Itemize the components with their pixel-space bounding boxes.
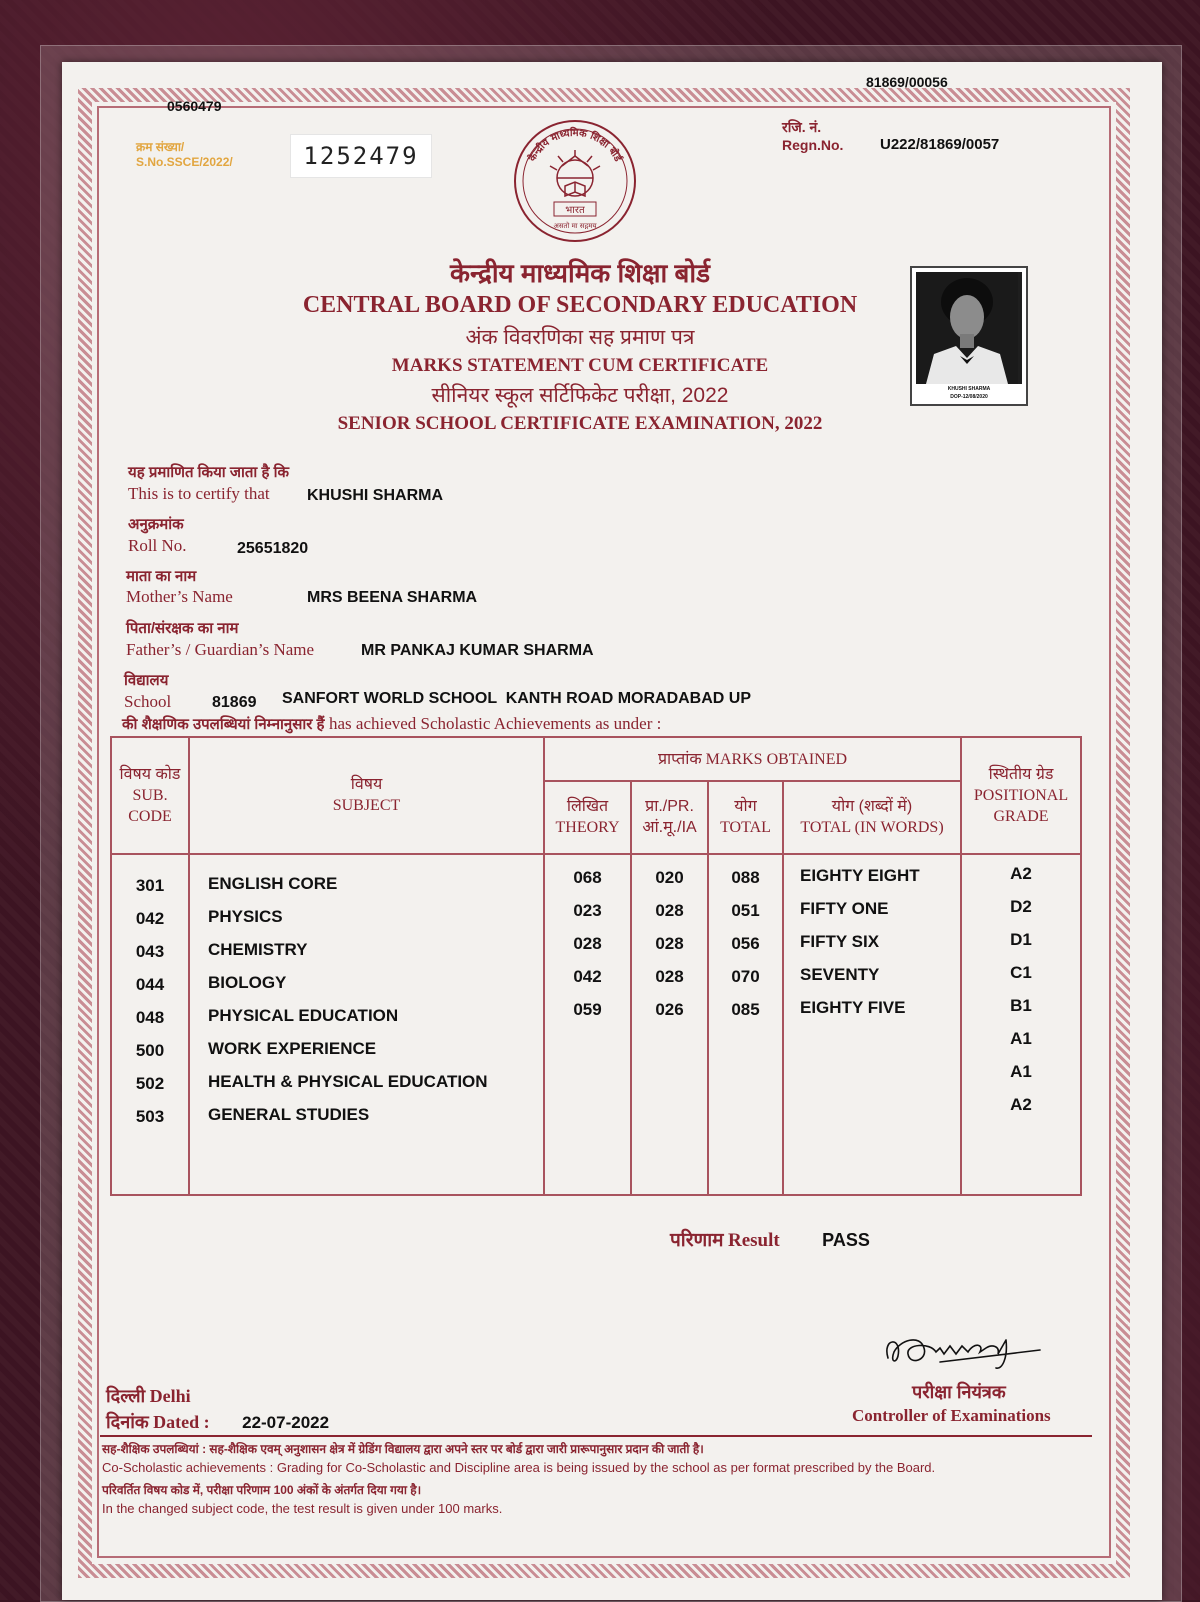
grade-cell: A2 bbox=[1010, 863, 1032, 883]
header-subject-hi: विषय bbox=[350, 776, 383, 794]
subject-cell: ENGLISH CORE bbox=[208, 873, 338, 893]
pr-cell: 028 bbox=[655, 933, 684, 953]
title-block bbox=[260, 254, 900, 435]
marks-table bbox=[110, 736, 1082, 1196]
code-cell: 502 bbox=[135, 1073, 165, 1093]
grade-cell: A1 bbox=[1010, 1061, 1032, 1081]
roll-label-hi: अनुक्रमांक bbox=[128, 516, 184, 533]
note2-hi: परिवर्तित विषय कोड में, परीक्षा परिणाम 100 अंकों के अंतर्गत दिया गया है। bbox=[102, 1483, 422, 1497]
result-line bbox=[670, 1226, 870, 1252]
grade-cell: A2 bbox=[1010, 1094, 1032, 1114]
pr-cell: 028 bbox=[655, 900, 684, 920]
school-label-en: School bbox=[124, 692, 172, 711]
seal-text-top: केन्द्रीय माध्यमिक शिक्षा बोर्ड bbox=[527, 127, 623, 164]
dated-line bbox=[106, 1410, 329, 1434]
code-cell: 048 bbox=[135, 1007, 165, 1027]
achieved-label-en: has achieved Scholastic Achievements as under : bbox=[328, 714, 662, 733]
student-name: KHUSHI SHARMA bbox=[307, 487, 443, 504]
header-marks-text bbox=[545, 749, 960, 770]
father-label-hi: पिता/संरक्षक का नाम bbox=[126, 620, 239, 637]
school-name: SANFORT WORLD SCHOOL KANTH ROAD MORADABAD UP bbox=[282, 690, 752, 707]
header-pr bbox=[631, 781, 708, 853]
photo-caption-name: KHUSHI SHARMA bbox=[947, 386, 991, 392]
col-subject bbox=[189, 854, 544, 1196]
code-cell: 043 bbox=[135, 941, 165, 961]
theory-cell: 042 bbox=[573, 966, 602, 986]
school-label-hi: विद्यालय bbox=[124, 672, 169, 689]
header-theory-en: THEORY bbox=[555, 819, 620, 837]
result-label-en: Result bbox=[727, 1230, 780, 1251]
school-code: 81869 bbox=[212, 694, 257, 711]
roll-label-en: Roll No. bbox=[128, 536, 187, 555]
mother-label-hi: माता का नाम bbox=[126, 568, 197, 585]
header-total-en: TOTAL bbox=[720, 819, 771, 837]
pr-cell: 020 bbox=[655, 867, 684, 887]
theory-cell: 023 bbox=[573, 900, 602, 920]
place-en: Delhi bbox=[149, 1386, 191, 1406]
header-code-en1: SUB. bbox=[132, 786, 168, 804]
seal-icon bbox=[510, 116, 640, 246]
col-grade bbox=[961, 854, 1081, 1196]
regn-label bbox=[782, 118, 843, 154]
exam-hi: सीनियर स्कूल सर्टिफिकेट परीक्षा, 2022 bbox=[431, 384, 729, 407]
seal-text-motto: असतो मा सद्गमय bbox=[553, 222, 597, 230]
serial-label-hi: क्रम संख्या/ bbox=[136, 140, 185, 154]
controller-hi: परीक्षा नियंत्रक bbox=[912, 1382, 1006, 1402]
cbse-seal-logo bbox=[510, 116, 640, 251]
header-theory-hi: लिखित bbox=[566, 798, 609, 816]
total-cell: 085 bbox=[731, 999, 760, 1019]
date-value: 22-07-2022 bbox=[242, 1413, 330, 1432]
pr-cell: 026 bbox=[655, 999, 684, 1019]
header-code-en2: CODE bbox=[128, 807, 172, 825]
words-cell: FIFTY SIX bbox=[800, 931, 880, 951]
header-marks-en: MARKS OBTAINED bbox=[705, 750, 848, 768]
dated-hi: दिनांक bbox=[106, 1412, 149, 1432]
serial-number: 1252479 bbox=[290, 134, 432, 178]
header-total bbox=[708, 781, 783, 853]
grade-cell: A1 bbox=[1010, 1028, 1032, 1048]
header-words bbox=[783, 781, 961, 853]
note1-hi: सह-शैक्षिक उपलब्धियां : सह-शैक्षिक एवम् अनुशासन क्षेत्र में ग्रेडिंग विद्यालय द्वारा अपने स्तर पर बोर्ड द्वारा जारी प्रारूपानुसार प्रदान की जाती है। bbox=[102, 1442, 704, 1456]
theory-cell: 059 bbox=[573, 999, 602, 1019]
header-words-hi: योग (शब्दों में) bbox=[831, 798, 913, 816]
pr-cell: 028 bbox=[655, 966, 684, 986]
header-grade-en2: GRADE bbox=[993, 807, 1049, 825]
words-cell: SEVENTY bbox=[800, 964, 880, 984]
col-words bbox=[783, 854, 961, 1196]
roll-number: 25651820 bbox=[237, 540, 309, 557]
certify-label-hi: यह प्रमाणित किया जाता है कि bbox=[128, 464, 289, 481]
board-name-en: CENTRAL BOARD OF SECONDARY EDUCATION bbox=[302, 292, 858, 318]
signature-icon bbox=[880, 1318, 1080, 1378]
header-marks bbox=[544, 737, 961, 781]
exam-en: SENIOR SCHOOL CERTIFICATE EXAMINATION, 2022 bbox=[337, 413, 823, 434]
certify-label-en: This is to certify that bbox=[128, 484, 270, 503]
subject-cell: PHYSICAL EDUCATION bbox=[208, 1005, 399, 1025]
code-cell: 044 bbox=[135, 974, 165, 994]
achievement-line bbox=[122, 714, 661, 734]
subject-cell: WORK EXPERIENCE bbox=[208, 1038, 377, 1058]
code-cell: 503 bbox=[135, 1106, 165, 1126]
col-total bbox=[708, 854, 783, 1196]
doc-type-hi: अंक विवरणिका सह प्रमाण पत्र bbox=[465, 326, 695, 349]
theory-cell: 028 bbox=[573, 933, 602, 953]
header-grade-en1: POSITIONAL bbox=[973, 786, 1069, 804]
mother-label-en: Mother’s Name bbox=[126, 587, 233, 606]
result-label-hi: परिणाम bbox=[670, 1230, 724, 1251]
col-theory bbox=[544, 854, 631, 1196]
header-marks-hi: प्राप्तांक bbox=[657, 750, 702, 768]
header-pr-hi: प्रा./PR. bbox=[645, 798, 694, 816]
words-cell: FIFTY ONE bbox=[800, 898, 889, 918]
place-hi: दिल्ली bbox=[106, 1386, 146, 1406]
header-subject bbox=[189, 737, 544, 854]
subject-cell: PHYSICS bbox=[208, 906, 283, 926]
result-value: PASS bbox=[822, 1230, 870, 1250]
header-total-hi: योग bbox=[734, 798, 757, 816]
grade-cell: C1 bbox=[1010, 962, 1032, 982]
achieved-label-hi: की शैक्षणिक उपलब्धियां निम्नानुसार हैं bbox=[122, 716, 325, 733]
serial-label-en: S.No.SSCE/2022/ bbox=[136, 155, 233, 169]
total-cell: 088 bbox=[731, 867, 760, 887]
regn-label-hi: रजि. नं. bbox=[782, 119, 822, 135]
note2-en: In the changed subject code, the test result is given under 100 marks. bbox=[102, 1501, 503, 1516]
header-grade-hi: स्थितीय ग्रेड bbox=[988, 765, 1054, 783]
subject-cell: GENERAL STUDIES bbox=[208, 1104, 370, 1124]
serial-label bbox=[136, 140, 233, 170]
total-cell: 056 bbox=[731, 933, 760, 953]
theory-cell: 068 bbox=[573, 867, 602, 887]
photo-caption-dop: DOP-12/08/2020 bbox=[950, 394, 988, 400]
student-photo bbox=[910, 266, 1028, 406]
code-cell: 042 bbox=[135, 908, 165, 928]
seal-text-country: भारत bbox=[565, 205, 585, 216]
note1-en: Co-Scholastic achievements : Grading for Co-Scholastic and Discipline area is being issued by the school as per format prescribed by the Board. bbox=[102, 1460, 936, 1475]
regn-number: U222/81869/0057 bbox=[880, 136, 1000, 153]
footer-divider bbox=[100, 1435, 1092, 1437]
code-cell: 301 bbox=[135, 875, 165, 895]
father-label-en: Father’s / Guardian’s Name bbox=[126, 640, 315, 659]
grade-cell: D1 bbox=[1010, 929, 1032, 949]
subject-cell: CHEMISTRY bbox=[208, 939, 308, 959]
top-right-number: 81869/00056 bbox=[866, 74, 948, 90]
col-pr bbox=[631, 854, 708, 1196]
header-code bbox=[111, 737, 189, 854]
header-theory bbox=[544, 781, 631, 853]
words-cell: EIGHTY FIVE bbox=[800, 997, 906, 1017]
header-pr-en: आं.मू./IA bbox=[642, 819, 697, 837]
photo-image bbox=[916, 272, 1022, 384]
doc-type-en: MARKS STATEMENT CUM CERTIFICATE bbox=[391, 355, 769, 376]
regn-label-en: Regn.No. bbox=[782, 137, 844, 153]
footer-notes bbox=[102, 1440, 1092, 1516]
controller-en: Controller of Examinations bbox=[852, 1406, 1051, 1425]
header-words-en: TOTAL (IN WORDS) bbox=[800, 819, 944, 837]
total-cell: 070 bbox=[731, 966, 760, 986]
dated-en: Dated : bbox=[153, 1412, 210, 1432]
board-name-hi: केन्द्रीय माध्यमिक शिक्षा बोर्ड bbox=[450, 258, 710, 288]
mother-name: MRS BEENA SHARMA bbox=[307, 589, 478, 606]
header-grade bbox=[961, 737, 1081, 854]
subject-cell: HEALTH & PHYSICAL EDUCATION bbox=[208, 1071, 488, 1091]
top-left-number: 0560479 bbox=[167, 98, 222, 114]
col-code bbox=[111, 854, 189, 1196]
code-cell: 500 bbox=[135, 1040, 165, 1060]
header-code-hi: विषय कोड bbox=[119, 765, 181, 783]
place-line bbox=[106, 1384, 191, 1408]
controller-signature bbox=[880, 1318, 1080, 1383]
total-cell: 051 bbox=[731, 900, 760, 920]
grade-cell: B1 bbox=[1010, 995, 1032, 1015]
words-cell: EIGHTY EIGHT bbox=[800, 865, 920, 885]
subject-cell: BIOLOGY bbox=[208, 972, 287, 992]
grade-cell: D2 bbox=[1010, 896, 1032, 916]
header-subject-en: SUBJECT bbox=[332, 797, 401, 815]
father-name: MR PANKAJ KUMAR SHARMA bbox=[361, 642, 594, 659]
